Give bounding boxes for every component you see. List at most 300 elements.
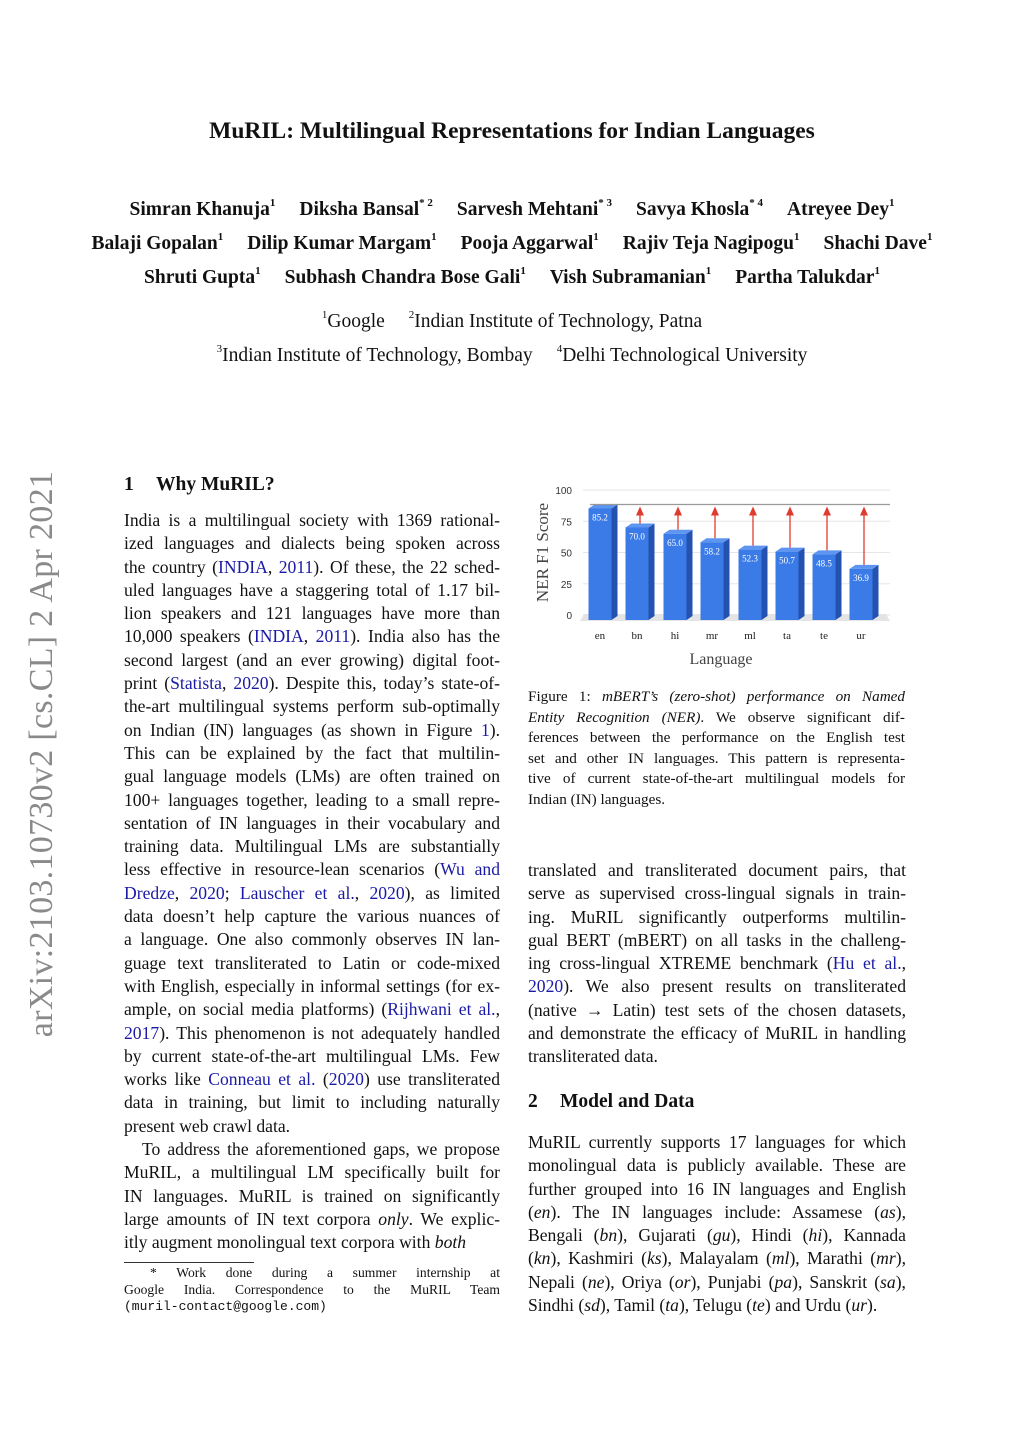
author-name: Subhash Chandra Bose Gali <box>284 267 521 288</box>
text-line <box>124 1091 500 1114</box>
section-number: 2 <box>528 1091 538 1112</box>
text-line <box>124 509 500 532</box>
text-line <box>124 835 500 858</box>
affiliation-mark: 2 <box>408 309 415 321</box>
text: To address the aforementioned gaps, we propose <box>142 1139 500 1159</box>
text-line <box>124 579 500 602</box>
italic-text: sa <box>880 1271 896 1292</box>
y-tick-label: 0 <box>566 611 572 622</box>
footnote-mark: * <box>150 1265 157 1280</box>
text-line <box>124 1161 500 1184</box>
text-line <box>124 1068 500 1091</box>
y-tick-label: 25 <box>560 579 572 591</box>
text: ), Tamil ( <box>599 1295 666 1316</box>
text: ample, on social media platforms) ( <box>124 999 388 1020</box>
arrow-head <box>786 507 794 516</box>
citation-link[interactable]: 2017 <box>124 1022 160 1043</box>
text-line <box>124 625 500 648</box>
author <box>461 233 599 255</box>
author <box>92 233 224 255</box>
author-row <box>0 267 1024 289</box>
text: ), Gujarati ( <box>617 1225 713 1246</box>
text-line <box>528 975 906 998</box>
text-line <box>124 1138 500 1161</box>
affiliation-name: Indian Institute of Technology, Patna <box>414 311 703 332</box>
citation-link[interactable]: 2020 <box>233 673 269 694</box>
text: ing cross-lingual XTREME benchmark ( <box>528 953 833 974</box>
italic-text: Entity Recognition (NER) <box>528 708 701 726</box>
text-line <box>124 975 500 998</box>
affiliation-name: Delhi Technological University <box>562 345 808 366</box>
bar-value-label: 36.9 <box>853 572 869 583</box>
text-line <box>528 952 906 975</box>
text: ). This phenomenon is not adequately handled <box>159 1022 500 1043</box>
text: , <box>354 882 370 903</box>
text-line <box>124 532 500 555</box>
section-heading-2 <box>528 1091 694 1113</box>
text: Indian (IN) languages. <box>528 790 666 808</box>
author <box>787 199 894 221</box>
affiliation <box>322 311 385 333</box>
bar-value-label: 70.0 <box>629 531 645 542</box>
section-heading-1 <box>124 474 275 496</box>
text-line <box>124 765 500 788</box>
text: ) use transliterated <box>363 1069 500 1090</box>
author-name: Partha Talukdar <box>735 267 875 288</box>
text-line <box>124 742 500 765</box>
text-line <box>528 1294 906 1317</box>
affiliation-mark: 3 <box>216 343 223 355</box>
text: second largest (and an ever growing) digital foot- <box>124 649 500 670</box>
bar <box>589 509 612 621</box>
text: on Indian (IN) languages (as shown in Figure <box>124 719 481 740</box>
text: MuRIL currently supports 17 languages for which <box>528 1132 906 1152</box>
author-affiliation-mark: 1 <box>593 231 599 243</box>
arrow-head <box>860 507 868 516</box>
arrow-head <box>711 507 719 516</box>
text: tive of current state-of-the-art multilingual models for <box>528 770 905 788</box>
text: ), Punjabi ( <box>690 1271 775 1292</box>
author <box>550 267 711 289</box>
x-axis-label: Language <box>689 651 753 668</box>
text-line <box>528 728 905 749</box>
text-line <box>124 1185 500 1208</box>
y-tick-label: 75 <box>560 517 572 529</box>
author-name: Diksha Bansal <box>299 199 420 220</box>
author-name: Sarvesh Mehtani <box>456 199 599 220</box>
y-tick-label: 100 <box>555 486 572 497</box>
italic-text: both <box>434 1232 467 1253</box>
section-title: Why MuRIL? <box>156 474 275 495</box>
author-name: Rajiv Teja Nagipogu <box>622 233 794 254</box>
text-line <box>528 1271 906 1294</box>
paragraph-proposal <box>124 1138 500 1254</box>
text-line <box>124 952 500 975</box>
italic-text: ta <box>665 1295 679 1316</box>
text: translated and transliterated document pairs, that <box>528 860 906 880</box>
footnote-line <box>124 1264 500 1281</box>
author-name: Shruti Gupta <box>144 267 256 288</box>
text: 10,000 speakers ( <box>124 626 254 647</box>
text: , <box>901 953 906 974</box>
author-affiliation-mark: 1 <box>926 231 933 243</box>
text: ), Kannada <box>822 1225 906 1246</box>
footnote-text: Work done during a summer internship at <box>176 1265 500 1280</box>
text-line <box>124 882 500 905</box>
paper-title: MuRIL: Multilingual Representations for Indian Languages <box>209 118 815 144</box>
text-line <box>528 859 906 882</box>
text: ) and Urdu ( <box>764 1295 852 1316</box>
text-line <box>124 858 500 881</box>
bar-value-label: 58.2 <box>704 546 720 557</box>
citation-link[interactable]: 2011 <box>278 556 314 577</box>
bar-side <box>724 538 730 620</box>
text: ), Kashmiri ( <box>550 1248 647 1269</box>
affiliation-mark: 1 <box>321 309 328 321</box>
x-tick-label: te <box>820 630 828 642</box>
text: ( <box>315 1069 329 1090</box>
text: ). The IN languages include: Assamese ( <box>550 1201 881 1222</box>
affiliation-mark: 4 <box>556 343 563 355</box>
author <box>735 267 880 289</box>
italic-text: sd <box>584 1295 600 1316</box>
author-row <box>0 199 1024 221</box>
text: ), <box>895 1271 906 1292</box>
affiliation <box>217 345 533 367</box>
text: data doesn’t help capture the various nuances of <box>124 906 500 927</box>
author-affiliation-mark: 1 <box>888 197 895 209</box>
author-name: Shachi Dave <box>823 233 927 254</box>
arrow-head <box>674 507 682 516</box>
text: , <box>495 999 500 1020</box>
text: ), Malayalam ( <box>661 1248 772 1269</box>
footnote <box>124 1264 500 1316</box>
paragraph-intro <box>124 509 500 1138</box>
text: less effective in resource-lean scenarios ( <box>124 859 441 880</box>
author-name: Simran Khanuja <box>129 199 270 220</box>
author-affiliation-mark: * 4 <box>749 197 763 209</box>
affiliation <box>409 311 702 333</box>
affiliation <box>557 345 808 367</box>
text: Figure 1: <box>528 688 602 705</box>
text: ). Of these, the 22 sched- <box>313 556 500 577</box>
italic-text: only <box>378 1208 409 1229</box>
text: , <box>174 882 190 903</box>
author <box>299 199 433 221</box>
text: training data. Multilingual LMs are substantially <box>124 836 500 857</box>
citation-link[interactable]: Hu et al. <box>832 953 902 974</box>
author-affiliation-mark: * 3 <box>598 197 612 209</box>
text-line <box>124 905 500 928</box>
bar-value-label: 52.3 <box>742 553 758 564</box>
text: ), Marathi ( <box>789 1248 877 1269</box>
x-tick-label: ta <box>783 630 791 642</box>
text: uled languages have a staggering total of 1.17 bil- <box>124 579 500 600</box>
text: ). Despite this, today’s state-of- <box>268 673 500 694</box>
italic-text: mBERT’s (zero-shot) performance on Named <box>601 688 906 705</box>
citation-link[interactable]: INDIA <box>253 626 304 647</box>
text: transliterated data. <box>528 1046 658 1067</box>
italic-text: ur <box>851 1295 867 1316</box>
text: ), Telugu ( <box>678 1295 753 1316</box>
footnote-email: (muril-contact@google.com) <box>124 1299 327 1315</box>
text-line <box>528 1045 906 1068</box>
arxiv-stamp: arXiv:2103.10730v2 [cs.CL] 2 Apr 2021 <box>23 470 60 1038</box>
x-tick-label: en <box>594 630 606 642</box>
text-line <box>528 1178 906 1201</box>
text: IN languages. MuRIL is trained on significantly <box>124 1185 500 1206</box>
author <box>457 199 612 221</box>
section-number: 1 <box>124 474 134 495</box>
bar-side <box>762 546 768 620</box>
author <box>247 233 436 255</box>
text: ( <box>528 1201 534 1222</box>
arrow-head <box>823 507 831 516</box>
text: , <box>267 556 279 577</box>
citation-link[interactable]: 2020 <box>528 976 564 997</box>
x-tick-label: ur <box>856 630 866 642</box>
text: ). India also has the <box>350 626 501 647</box>
italic-text: ks <box>647 1248 662 1269</box>
citation-link[interactable]: 1 <box>480 719 490 740</box>
text: serve as supervised cross-lingual signals in train- <box>528 883 906 904</box>
text: the country ( <box>124 556 219 577</box>
italic-text: mr <box>876 1248 896 1269</box>
text: present web crawl data. <box>124 1115 291 1136</box>
bar-side <box>612 505 618 621</box>
italic-text: pa <box>774 1271 793 1292</box>
citation-link[interactable]: INDIA <box>218 556 268 577</box>
figure-caption <box>528 687 905 811</box>
text-line <box>124 928 500 951</box>
bar-side <box>687 530 693 620</box>
text: gual language models (LMs) are often trained on <box>124 766 500 787</box>
text: a language. One also commonly observes IN lan- <box>124 929 500 950</box>
citation-link[interactable]: 2011 <box>315 626 351 647</box>
y-tick-label: 50 <box>560 548 572 560</box>
text: , <box>221 673 234 694</box>
text: Nepali ( <box>528 1271 588 1292</box>
text: ), <box>895 1248 906 1269</box>
text-line <box>528 769 905 790</box>
paragraph-languages <box>528 1131 906 1317</box>
text-line <box>528 687 905 708</box>
author-affiliation-mark: 1 <box>269 197 276 209</box>
text: with English, especially in informal settings (for ex- <box>124 975 500 996</box>
text: lion speakers and 121 languages have more than <box>124 603 500 624</box>
text: ), <box>895 1201 906 1222</box>
italic-text: en <box>533 1201 551 1222</box>
text: ). <box>867 1295 878 1316</box>
bar-value-label: 85.2 <box>592 512 608 523</box>
bar-side <box>873 565 879 620</box>
text-line <box>528 1131 906 1154</box>
text: guage text transliterated to Latin or code-mixed <box>124 952 500 973</box>
text-line <box>124 672 500 695</box>
author-name: Vish Subramanian <box>549 267 706 288</box>
text-line <box>124 602 500 625</box>
arrow-head <box>636 507 644 516</box>
author-name: Dilip Kumar Margam <box>247 233 432 254</box>
text: 100+ languages together, leading to a small repre- <box>124 789 500 810</box>
citation-link[interactable]: Conneau et al. <box>208 1069 316 1090</box>
author-name: Balaji Gopalan <box>91 233 218 254</box>
bar-side <box>649 524 655 621</box>
citation-link[interactable]: 2020 <box>328 1069 364 1090</box>
author-affiliation-mark: 1 <box>705 265 712 277</box>
text: ). <box>489 719 500 740</box>
paragraph-muril-overview <box>528 859 906 1069</box>
text-line <box>124 998 500 1021</box>
text: ized languages and dialects being spoken across <box>124 533 500 554</box>
text: ), Hindi ( <box>730 1225 809 1246</box>
x-tick-label: mr <box>705 630 719 642</box>
author-name: Pooja Aggarwal <box>460 233 594 254</box>
italic-text: hi <box>808 1225 823 1246</box>
text: Sindhi ( <box>528 1295 585 1316</box>
text: ( <box>528 1248 534 1269</box>
section-title: Model and Data <box>560 1091 695 1112</box>
italic-text: kn <box>533 1248 551 1269</box>
author <box>130 199 276 221</box>
author-affiliation-mark: 1 <box>520 265 526 277</box>
author-affiliation-mark: 1 <box>431 231 437 243</box>
text: itly augment monolingual text corpora with <box>124 1232 435 1253</box>
citation-link[interactable]: 2020 <box>189 882 225 903</box>
text-line <box>124 556 500 579</box>
text-line <box>124 1115 500 1138</box>
text: ; <box>224 882 240 903</box>
text-line <box>528 1224 906 1247</box>
text: set and other IN languages. This pattern is representa- <box>528 749 905 767</box>
author <box>636 199 763 221</box>
author-row <box>0 233 1024 255</box>
text-line <box>528 882 906 905</box>
italic-text: gu <box>712 1225 731 1246</box>
text: MuRIL, a multilingual LM specifically built for <box>124 1162 500 1183</box>
italic-text: bn <box>599 1225 618 1246</box>
text: ), Sanskrit ( <box>792 1271 881 1292</box>
text: and demonstrate the efficacy of MuRIL in handling <box>528 1023 906 1044</box>
text: (native → Latin) test sets of the chosen datasets, <box>528 999 906 1020</box>
bar-value-label: 48.5 <box>816 558 832 569</box>
author <box>285 267 526 289</box>
author-affiliation-mark: 1 <box>217 231 224 243</box>
author <box>623 233 800 255</box>
author-name: Atreyee Dey <box>787 199 889 220</box>
text-line <box>124 1231 500 1254</box>
text-line <box>124 719 500 742</box>
footnote-rule <box>124 1262 254 1263</box>
text-line <box>124 1022 500 1045</box>
text: monolingual data is publicly available. These are <box>528 1155 906 1176</box>
text-line <box>124 789 500 812</box>
arrow-head <box>749 507 757 516</box>
text-line <box>528 749 905 770</box>
text-line <box>528 790 905 811</box>
text: the-art multilingual systems perform sub-optimally <box>124 696 500 717</box>
text: . We observe significant dif- <box>700 708 905 726</box>
text: , <box>303 626 316 647</box>
text: print ( <box>124 673 171 694</box>
text-line <box>124 812 500 835</box>
affiliation-name: Indian Institute of Technology, Bombay <box>222 345 533 366</box>
italic-text: te <box>752 1295 765 1316</box>
text: India is a multilingual society with 1369 rational- <box>124 510 500 530</box>
text-line <box>528 708 905 729</box>
text-line <box>124 695 500 718</box>
affiliation-row <box>0 311 1024 333</box>
italic-text: ml <box>771 1248 790 1269</box>
ner-bar-chart <box>528 478 908 678</box>
y-axis-label: NER F1 Score <box>533 502 552 603</box>
x-tick-label: bn <box>631 630 643 642</box>
text-line <box>124 1208 500 1231</box>
affiliation-name: Google <box>327 311 385 332</box>
text: data in training, but limit to including naturally <box>124 1092 500 1113</box>
italic-text: or <box>674 1271 691 1292</box>
author-name: Savya Khosla <box>636 199 750 220</box>
footnote-line: Google India. Correspondence to the MuRIL Team <box>124 1282 500 1298</box>
citation-link[interactable]: Rijhwani et al. <box>387 999 496 1020</box>
text: Bengali ( <box>528 1225 600 1246</box>
bar-value-label: 65.0 <box>667 537 683 548</box>
text: large amounts of IN text corpora <box>124 1208 379 1229</box>
text-line <box>528 1201 906 1224</box>
text-line <box>528 929 906 952</box>
citation-link[interactable]: Lauscher et al. <box>239 882 355 903</box>
text: ing. MuRIL significantly outperforms multilin- <box>528 906 906 927</box>
citation-link[interactable]: Wu and <box>440 859 500 880</box>
author-affiliation-mark: * 2 <box>419 197 433 209</box>
text: works like <box>124 1069 209 1090</box>
x-tick-label: hi <box>670 630 680 642</box>
text-line <box>528 1247 906 1270</box>
text: by current state-of-the-art multilingual LMs. Few <box>124 1045 500 1066</box>
citation-link[interactable]: 2020 <box>369 882 405 903</box>
author <box>144 267 261 289</box>
text-line <box>528 1154 906 1177</box>
author <box>823 233 932 255</box>
text: ), as limited <box>404 882 500 903</box>
text-line <box>124 1045 500 1068</box>
citation-link[interactable]: Statista <box>170 673 222 694</box>
affiliation-row <box>0 345 1024 367</box>
text-line <box>124 649 500 672</box>
text-line <box>528 1022 906 1045</box>
text: gual BERT (mBERT) on all tasks in the challeng- <box>528 929 906 950</box>
text-line <box>528 906 906 929</box>
text: ). We also present results on transliterated <box>563 976 906 997</box>
bar-side <box>799 548 805 620</box>
italic-text: as <box>880 1201 896 1222</box>
text: . We explic- <box>408 1208 501 1229</box>
italic-text: ne <box>587 1271 605 1292</box>
citation-link[interactable]: Dredze <box>124 882 175 903</box>
x-tick-label: ml <box>744 630 756 642</box>
author-affiliation-mark: 1 <box>874 265 880 277</box>
author-affiliation-mark: 1 <box>255 265 261 277</box>
text: This can be explained by the fact that multilin- <box>124 742 500 763</box>
text: ), Oriya ( <box>604 1271 675 1292</box>
author-affiliation-mark: 1 <box>793 231 800 243</box>
text: sentation of IN languages in their vocabulary and <box>124 812 500 833</box>
bar-side <box>836 550 842 620</box>
text: ferences between the performance on the English test <box>528 729 905 747</box>
bar-value-label: 50.7 <box>779 555 795 566</box>
text: further grouped into 16 IN languages and English <box>528 1178 906 1199</box>
text-line <box>528 999 906 1022</box>
